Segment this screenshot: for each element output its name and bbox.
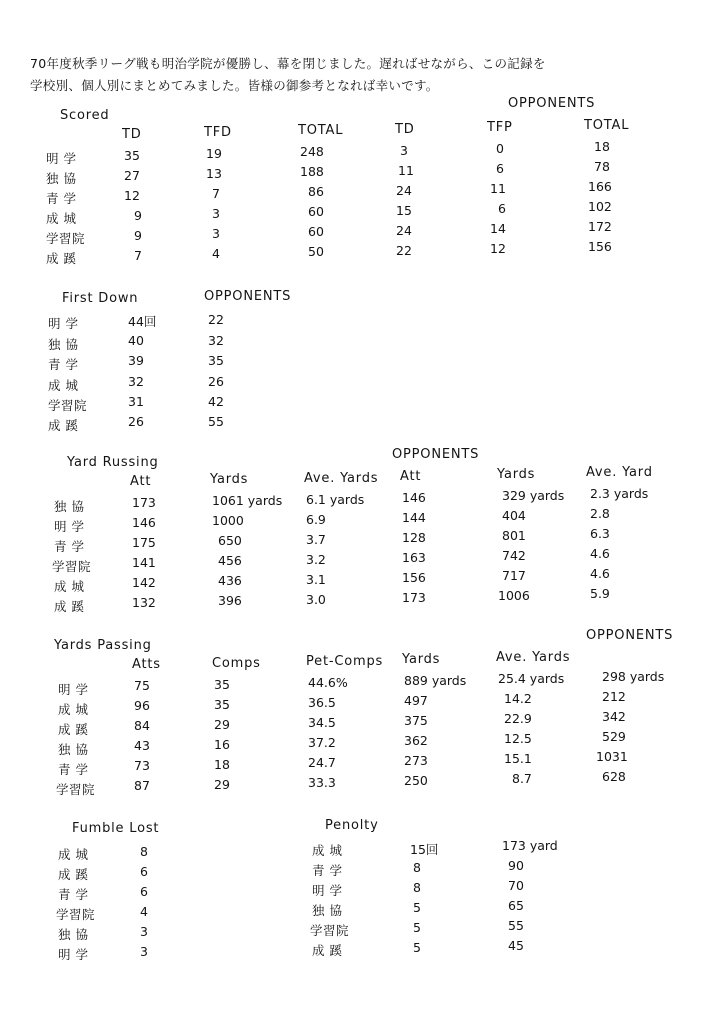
rushing-col-header: Yards [210, 472, 249, 487]
scored-cell: 6 [498, 201, 506, 216]
penalty-yards: 65 [508, 898, 524, 913]
first-down-cell: 26 [208, 374, 224, 389]
fumble-cell: 3 [140, 924, 148, 939]
first-down-cell: 31 [128, 394, 144, 409]
passing-cell: 628 [602, 769, 626, 784]
scored-cell: 15 [396, 203, 412, 218]
rushing-col-header: Yards [497, 467, 536, 482]
rushing-cell: 742 [502, 548, 526, 563]
rushing-cell: 163 [402, 550, 426, 565]
rushing-cell: 132 [132, 595, 156, 610]
first-down-cell: 32 [128, 374, 144, 389]
scored-cell: 24 [396, 183, 412, 198]
passing-cell: 96 [134, 698, 150, 713]
fumble-title: Fumble Lost [72, 821, 160, 836]
scored-cell: 11 [490, 181, 506, 196]
scored-cell: 4 [212, 246, 220, 261]
passing-cell: 84 [134, 718, 150, 733]
passing-cell: 14.2 [504, 691, 532, 706]
scored-cell: 7 [212, 186, 220, 201]
passing-cell: 35 [214, 677, 230, 692]
fumble-row-team: 成蹊 [58, 867, 94, 882]
scored-cell: 24 [396, 223, 412, 238]
rushing-cell: 329 yards [502, 488, 565, 503]
rushing-cell: 146 [132, 515, 156, 530]
scored-cell: 9 [134, 228, 142, 243]
rushing-cell: 3.1 [306, 572, 326, 587]
scored-cell: 102 [588, 199, 612, 214]
rushing-cell: 717 [502, 568, 526, 583]
first-down-cell: 32 [208, 333, 224, 348]
passing-title: Yards Passing [54, 638, 152, 653]
penalty-count: 8 [413, 880, 421, 895]
rushing-cell: 1000 [212, 513, 244, 528]
penalty-yards: 90 [508, 858, 524, 873]
rushing-cell: 128 [402, 530, 426, 545]
rushing-cell: 436 [218, 573, 242, 588]
scored-row-team: 独協 [46, 171, 82, 186]
rushing-cell: 4.6 [590, 546, 610, 561]
passing-cell: 75 [134, 678, 150, 693]
passing-cell: 212 [602, 689, 626, 704]
passing-cell: 298 yards [602, 669, 665, 684]
scored-col-header: TOTAL [584, 118, 630, 133]
passing-row-team: 成蹊 [58, 722, 94, 737]
passing-row-team: 明学 [58, 682, 94, 697]
scored-cell: 248 [300, 144, 324, 159]
rushing-cell: 404 [502, 508, 526, 523]
passing-col-header: Ave. Yards [496, 650, 571, 665]
rushing-cell: 456 [218, 553, 242, 568]
scored-cell: 11 [398, 163, 414, 178]
first-down-cell: 55 [208, 414, 224, 429]
penalty-yards: 70 [508, 878, 524, 893]
scored-cell: 14 [490, 221, 506, 236]
passing-row-team: 青学 [58, 762, 94, 777]
scored-cell: 172 [588, 219, 612, 234]
intro-line-2: 学校別、個人別にまとめてみました。皆様の御参考となれば幸いです。 [30, 78, 439, 93]
penalty-row-team: 青学 [312, 863, 348, 878]
passing-col-header: Yards [402, 652, 441, 667]
passing-cell: 37.2 [308, 735, 336, 750]
first-down-cell: 44回 [128, 314, 157, 329]
rushing-row-team: 学習院 [52, 559, 92, 574]
scored-opponents-label: OPPONENTS [508, 96, 596, 111]
passing-cell: 43 [134, 738, 150, 753]
passing-cell: 15.1 [504, 751, 532, 766]
passing-row-team: 学習院 [56, 782, 96, 797]
first-down-cell: 22 [208, 312, 224, 327]
penalty-count: 8 [413, 860, 421, 875]
passing-col-header: Pet-Comps [306, 654, 384, 669]
scored-cell: 50 [308, 244, 324, 259]
passing-cell: 18 [214, 757, 230, 772]
rushing-opponents-label: OPPONENTS [392, 447, 480, 462]
rushing-cell: 650 [218, 533, 242, 548]
scored-cell: 60 [308, 204, 324, 219]
first-down-row-team: 独協 [48, 337, 84, 352]
rushing-cell: 173 [132, 495, 156, 510]
first-down-title: First Down [62, 291, 139, 306]
passing-cell: 33.3 [308, 775, 336, 790]
passing-opponents-label: OPPONENTS [586, 628, 674, 643]
rushing-col-header: Att [400, 469, 422, 484]
scored-col-header: TOTAL [298, 123, 344, 138]
fumble-cell: 4 [140, 904, 148, 919]
first-down-row-team: 成蹊 [48, 418, 84, 433]
penalty-count: 5 [413, 940, 421, 955]
passing-cell: 29 [214, 777, 230, 792]
passing-cell: 497 [404, 693, 428, 708]
passing-cell: 1031 [596, 749, 628, 764]
first-down-cell: 35 [208, 353, 224, 368]
passing-cell: 36.5 [308, 695, 336, 710]
passing-cell: 73 [134, 758, 150, 773]
rushing-cell: 156 [402, 570, 426, 585]
penalty-yards: 173 yard [502, 838, 558, 853]
scored-title: Scored [60, 108, 110, 123]
scored-cell: 19 [206, 146, 222, 161]
passing-cell: 529 [602, 729, 626, 744]
rushing-cell: 175 [132, 535, 156, 550]
passing-cell: 889 yards [404, 673, 467, 688]
rushing-row-team: 成城 [54, 579, 90, 594]
scored-col-header: TD [122, 127, 142, 142]
first-down-row-team: 学習院 [48, 398, 88, 413]
penalty-row-team: 成城 [312, 843, 348, 858]
scored-cell: 3 [212, 226, 220, 241]
penalty-row-team: 成蹊 [312, 943, 348, 958]
scored-cell: 78 [594, 159, 610, 174]
passing-cell: 44.6% [308, 675, 348, 690]
passing-cell: 342 [602, 709, 626, 724]
rushing-cell: 142 [132, 575, 156, 590]
first-down-cell: 26 [128, 414, 144, 429]
scored-cell: 9 [134, 208, 142, 223]
penalty-yards: 45 [508, 938, 524, 953]
scored-cell: 12 [490, 241, 506, 256]
passing-cell: 250 [404, 773, 428, 788]
passing-col-header: Atts [132, 657, 161, 672]
rushing-cell: 6.3 [590, 526, 610, 541]
passing-cell: 362 [404, 733, 428, 748]
scored-col-header: TD [395, 122, 415, 137]
rushing-cell: 173 [402, 590, 426, 605]
passing-cell: 87 [134, 778, 150, 793]
rushing-cell: 2.3 yards [590, 486, 649, 501]
scored-col-header: TFD [204, 125, 232, 140]
scored-cell: 7 [134, 248, 142, 263]
fumble-row-team: 成城 [58, 847, 94, 862]
penalty-row-team: 学習院 [310, 923, 350, 938]
passing-cell: 22.9 [504, 711, 532, 726]
penalty-row-team: 明学 [312, 883, 348, 898]
rushing-row-team: 青学 [54, 539, 90, 554]
first-down-cell: 40 [128, 333, 144, 348]
scored-cell: 13 [206, 166, 222, 181]
rushing-cell: 141 [132, 555, 156, 570]
fumble-cell: 3 [140, 944, 148, 959]
rushing-cell: 6.9 [306, 512, 326, 527]
penalty-title: Penolty [325, 818, 379, 833]
intro-line-1: 70年度秋季リーグ戦も明治学院が優勝し、幕を閉じました。遅ればせながら、この記録を [30, 56, 546, 71]
scored-cell: 166 [588, 179, 612, 194]
rushing-cell: 3.2 [306, 552, 326, 567]
scored-cell: 18 [594, 139, 610, 154]
rushing-col-header: Ave. Yard [586, 465, 653, 480]
fumble-cell: 6 [140, 884, 148, 899]
scored-cell: 0 [496, 141, 504, 156]
first-down-cell: 39 [128, 353, 144, 368]
passing-cell: 25.4 yards [498, 671, 565, 686]
rushing-cell: 3.7 [306, 532, 326, 547]
scored-cell: 22 [396, 243, 412, 258]
fumble-row-team: 学習院 [56, 907, 96, 922]
rushing-cell: 4.6 [590, 566, 610, 581]
first-down-row-team: 明学 [48, 316, 84, 331]
penalty-yards: 55 [508, 918, 524, 933]
first-down-cell: 42 [208, 394, 224, 409]
penalty-count: 5 [413, 920, 421, 935]
passing-cell: 29 [214, 717, 230, 732]
scored-cell: 60 [308, 224, 324, 239]
scored-cell: 6 [496, 161, 504, 176]
scored-cell: 12 [124, 188, 140, 203]
fumble-row-team: 明学 [58, 947, 94, 962]
rushing-col-header: Att [130, 474, 152, 489]
scored-cell: 86 [308, 184, 324, 199]
rushing-col-header: Ave. Yards [304, 471, 379, 486]
scored-cell: 3 [400, 143, 408, 158]
rushing-cell: 6.1 yards [306, 492, 365, 507]
rushing-cell: 5.9 [590, 586, 610, 601]
scored-cell: 27 [124, 168, 140, 183]
fumble-row-team: 独協 [58, 927, 94, 942]
rushing-cell: 144 [402, 510, 426, 525]
passing-cell: 24.7 [308, 755, 336, 770]
scored-cell: 188 [300, 164, 324, 179]
first-down-row-team: 成城 [48, 378, 84, 393]
rushing-row-team: 独協 [54, 499, 90, 514]
first-down-row-team: 青学 [48, 357, 84, 372]
fumble-row-team: 青学 [58, 887, 94, 902]
rushing-row-team: 成蹊 [54, 599, 90, 614]
penalty-count: 5 [413, 900, 421, 915]
passing-cell: 35 [214, 697, 230, 712]
fumble-cell: 6 [140, 864, 148, 879]
passing-cell: 12.5 [504, 731, 532, 746]
rushing-cell: 801 [502, 528, 526, 543]
passing-row-team: 成城 [58, 702, 94, 717]
passing-cell: 375 [404, 713, 428, 728]
fumble-cell: 8 [140, 844, 148, 859]
scored-row-team: 成蹊 [46, 251, 82, 266]
rushing-cell: 1006 [498, 588, 530, 603]
scored-col-header: TFP [487, 120, 513, 135]
passing-col-header: Comps [212, 656, 261, 671]
passing-cell: 8.7 [512, 771, 532, 786]
rushing-title: Yard Russing [67, 455, 159, 470]
scored-row-team: 学習院 [46, 231, 86, 246]
rushing-cell: 1061 yards [212, 493, 283, 508]
first-down-opponents-label: OPPONENTS [204, 289, 292, 304]
passing-cell: 273 [404, 753, 428, 768]
scored-cell: 35 [124, 148, 140, 163]
rushing-cell: 3.0 [306, 592, 326, 607]
passing-cell: 34.5 [308, 715, 336, 730]
passing-row-team: 独協 [58, 742, 94, 757]
rushing-cell: 146 [402, 490, 426, 505]
penalty-row-team: 独協 [312, 903, 348, 918]
rushing-row-team: 明学 [54, 519, 90, 534]
scored-cell: 3 [212, 206, 220, 221]
penalty-count: 15回 [410, 842, 439, 857]
rushing-cell: 2.8 [590, 506, 610, 521]
scored-row-team: 成城 [46, 211, 82, 226]
scored-row-team: 明学 [46, 151, 82, 166]
scored-cell: 156 [588, 239, 612, 254]
passing-cell: 16 [214, 737, 230, 752]
rushing-cell: 396 [218, 593, 242, 608]
scored-row-team: 青学 [46, 191, 82, 206]
